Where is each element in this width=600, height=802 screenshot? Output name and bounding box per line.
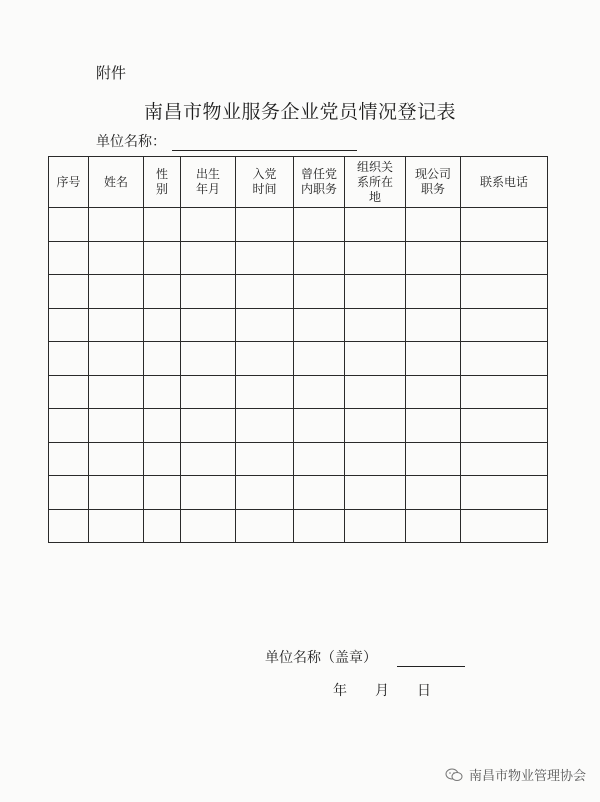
table-cell [89,442,144,476]
table-cell [144,275,181,309]
seal-row [265,647,465,667]
table-cell [406,509,461,543]
table-cell [461,241,548,275]
table-cell [461,375,548,409]
table-cell [236,509,294,543]
table-row [49,208,548,242]
table-row [49,442,548,476]
table-cell [345,375,406,409]
table-cell [461,275,548,309]
table-cell [89,476,144,510]
header-cell: 序号 [49,157,89,208]
table-cell [294,275,345,309]
unit-name-blank [172,136,357,151]
wechat-icon [445,768,463,782]
table-cell [294,509,345,543]
table-cell [49,476,89,510]
table-cell [236,375,294,409]
table-cell [144,509,181,543]
table-cell [345,476,406,510]
table-cell [461,476,548,510]
table-cell [345,208,406,242]
table-cell [294,208,345,242]
table-cell [181,409,236,443]
registration-table [48,156,548,543]
table-cell [144,476,181,510]
table-cell [345,509,406,543]
footer-account-name: 南昌市物业管理协会 [468,769,586,784]
table-cell [49,509,89,543]
table-cell [406,275,461,309]
table-cell [144,375,181,409]
table-cell [294,476,345,510]
table-cell [294,442,345,476]
table-cell [345,409,406,443]
table-cell [294,409,345,443]
date-month: 月 [375,683,389,699]
seal-blank [397,652,465,667]
header-cell: 联系电话 [461,157,548,208]
date-year: 年 [333,683,347,699]
table-cell [461,509,548,543]
table-cell [406,476,461,510]
table-cell [144,241,181,275]
table-cell [236,409,294,443]
table-cell [144,342,181,376]
table-cell [236,275,294,309]
table-cell [49,208,89,242]
footer-watermark [445,765,586,784]
table-cell [49,375,89,409]
table-cell [406,342,461,376]
table-cell [406,241,461,275]
header-cell: 现公司 职务 [406,157,461,208]
table-cell [181,275,236,309]
attachment-label: 附件 [96,64,127,82]
table-cell [461,409,548,443]
unit-name-row [96,131,357,151]
table-cell [345,308,406,342]
table-row [49,241,548,275]
table-cell [181,442,236,476]
date-row [333,680,431,700]
table-cell [406,308,461,342]
header-cell: 组织关 系所在 地 [345,157,406,208]
table-cell [461,308,548,342]
table-cell [49,308,89,342]
table-cell [406,375,461,409]
table-cell [89,509,144,543]
table-cell [461,342,548,376]
table-cell [461,442,548,476]
table-cell [406,208,461,242]
header-cell: 性 别 [144,157,181,208]
table-cell [144,409,181,443]
table-cell [236,208,294,242]
table-row [49,409,548,443]
table-cell [49,342,89,376]
table-cell [294,241,345,275]
table-cell [236,442,294,476]
table-cell [144,442,181,476]
table-cell [144,208,181,242]
table-body [49,208,548,543]
table-cell [294,375,345,409]
table-row [49,275,548,309]
table-row [49,308,548,342]
table-cell [49,442,89,476]
table-cell [89,308,144,342]
table-cell [294,342,345,376]
header-cell: 姓名 [89,157,144,208]
date-day: 日 [417,683,431,699]
table-cell [345,442,406,476]
table-row [49,509,548,543]
table-cell [89,342,144,376]
table-cell [89,275,144,309]
header-cell: 入党 时间 [236,157,294,208]
table-cell [461,208,548,242]
table-cell [345,275,406,309]
seal-label: 单位名称（盖章） [265,650,377,666]
table-cell [181,342,236,376]
table-cell [89,241,144,275]
table-row [49,476,548,510]
table-cell [181,208,236,242]
table-cell [236,342,294,376]
table-cell [181,241,236,275]
table-cell [49,409,89,443]
unit-name-label: 单位名称： [96,134,166,150]
table-cell [144,308,181,342]
table-header-row [49,157,548,208]
table-cell [294,308,345,342]
table-cell [345,241,406,275]
table-cell [49,241,89,275]
table-cell [49,275,89,309]
table-cell [181,308,236,342]
table-cell [89,375,144,409]
table-cell [181,509,236,543]
table-cell [181,476,236,510]
table-row [49,342,548,376]
header-cell: 出生 年月 [181,157,236,208]
table-cell [236,476,294,510]
header-cell: 曾任党 内职务 [294,157,345,208]
table-row [49,375,548,409]
table-cell [406,409,461,443]
table-cell [89,409,144,443]
table-cell [345,342,406,376]
table-cell [236,308,294,342]
table-cell [406,442,461,476]
page-title: 南昌市物业服务企业党员情况登记表 [143,101,456,123]
table-cell [181,375,236,409]
table-cell [236,241,294,275]
table-cell [89,208,144,242]
